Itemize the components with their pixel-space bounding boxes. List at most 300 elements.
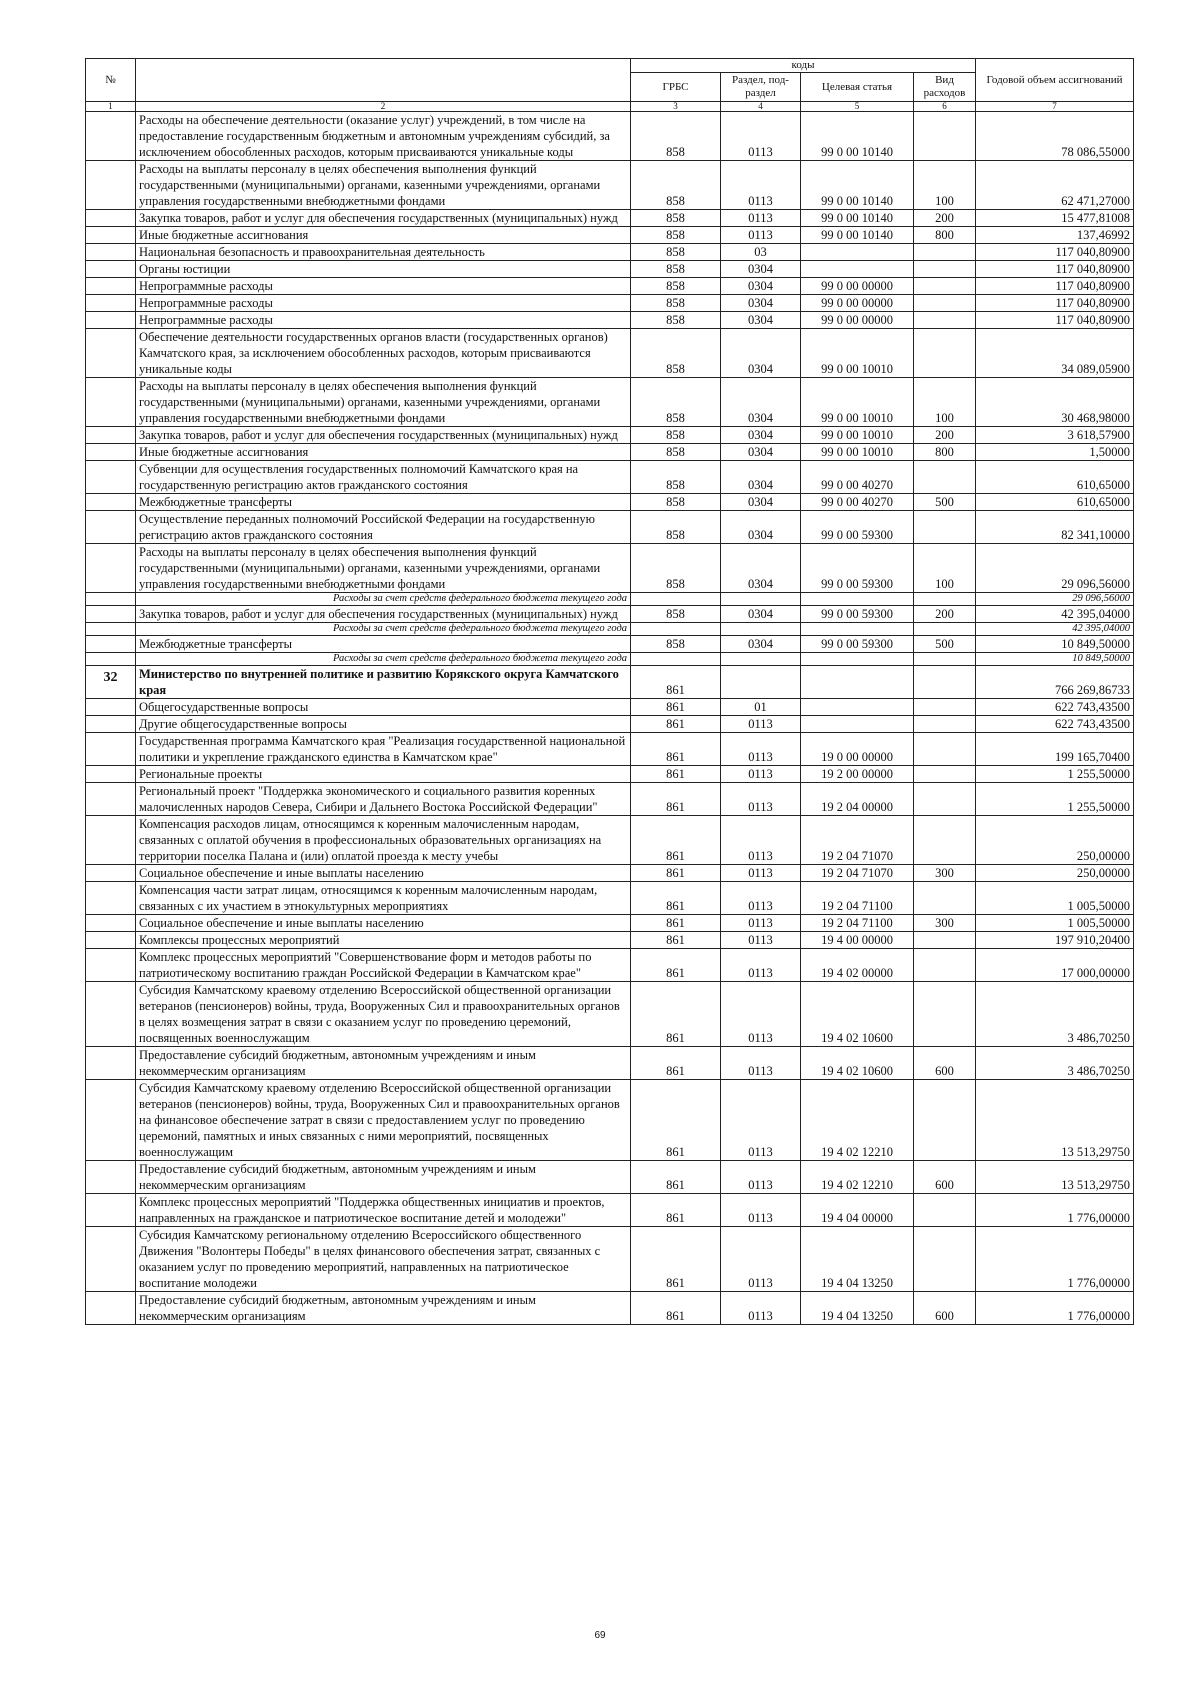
row-expense-type: 200	[914, 427, 976, 444]
header-name	[136, 59, 631, 102]
row-name: Компенсация расходов лицам, относящимся к коренным малочисленным народам, связанных с оплатой обучения в профессиональных образовательных организациях на территории поселка Палана и (или) оплатой проезда к месту учебы	[136, 816, 631, 865]
row-target-article: 19 2 04 71100	[801, 882, 914, 915]
row-number	[86, 227, 136, 244]
row-target-article: 19 4 02 12210	[801, 1080, 914, 1161]
row-razdel: 0113	[721, 733, 801, 766]
row-grbs: 861	[631, 865, 721, 882]
row-target-article: 99 0 00 00000	[801, 312, 914, 329]
header-number: №	[86, 59, 136, 102]
row-number	[86, 882, 136, 915]
row-razdel: 0304	[721, 312, 801, 329]
row-grbs: 858	[631, 461, 721, 494]
row-target-article: 99 0 00 40270	[801, 461, 914, 494]
table-row	[86, 461, 1134, 494]
row-grbs: 861	[631, 1292, 721, 1325]
row-razdel: 0113	[721, 1194, 801, 1227]
row-number	[86, 636, 136, 653]
row-target-article: 19 4 04 13250	[801, 1292, 914, 1325]
row-amount: 250,00000	[976, 865, 1134, 882]
row-target-article: 19 4 02 10600	[801, 1047, 914, 1080]
row-name: Социальное обеспечение и иные выплаты населению	[136, 915, 631, 932]
row-razdel: 0113	[721, 766, 801, 783]
row-amount: 117 040,80900	[976, 278, 1134, 295]
row-razdel: 0113	[721, 882, 801, 915]
row-number	[86, 865, 136, 882]
table-row	[86, 949, 1134, 982]
row-grbs: 858	[631, 636, 721, 653]
row-amount: 610,65000	[976, 494, 1134, 511]
row-amount: 610,65000	[976, 461, 1134, 494]
row-name: Обеспечение деятельности государственных органов власти (государственных органов) Камчатского края, за исключением обособленных расходов, которым присваиваются уникальные коды	[136, 329, 631, 378]
table-row	[86, 544, 1134, 593]
row-number	[86, 653, 136, 666]
row-razdel: 0113	[721, 1080, 801, 1161]
row-razdel: 0304	[721, 444, 801, 461]
table-row	[86, 161, 1134, 210]
row-amount: 766 269,86733	[976, 666, 1134, 699]
table-row	[86, 716, 1134, 733]
row-razdel	[721, 623, 801, 636]
row-expense-type	[914, 733, 976, 766]
row-grbs: 861	[631, 932, 721, 949]
table-row	[86, 915, 1134, 932]
table-row	[86, 816, 1134, 865]
row-target-article: 19 2 00 00000	[801, 766, 914, 783]
row-expense-type	[914, 653, 976, 666]
row-target-article: 99 0 00 10010	[801, 444, 914, 461]
table-body	[86, 112, 1134, 1325]
row-grbs: 861	[631, 982, 721, 1047]
row-grbs: 858	[631, 210, 721, 227]
header-amount: Годовой объем ассигнований	[976, 59, 1134, 102]
row-target-article: 19 4 02 12210	[801, 1161, 914, 1194]
budget-table-sheet	[85, 58, 1133, 1325]
row-grbs	[631, 593, 721, 606]
table-row	[86, 1161, 1134, 1194]
row-name: Непрограммные расходы	[136, 278, 631, 295]
row-name: Предоставление субсидий бюджетным, автономным учреждениям и иным некоммерческим организациям	[136, 1161, 631, 1194]
row-razdel: 0113	[721, 783, 801, 816]
row-target-article: 99 0 00 00000	[801, 278, 914, 295]
table-row	[86, 329, 1134, 378]
row-expense-type	[914, 816, 976, 865]
row-target-article: 19 0 00 00000	[801, 733, 914, 766]
row-target-article	[801, 653, 914, 666]
row-amount: 42 395,04000	[976, 606, 1134, 623]
row-number	[86, 261, 136, 278]
header-codes: коды	[631, 59, 976, 73]
federal-funds-row	[86, 593, 1134, 606]
row-amount: 62 471,27000	[976, 161, 1134, 210]
row-target-article	[801, 716, 914, 733]
row-expense-type	[914, 1194, 976, 1227]
table-row	[86, 427, 1134, 444]
row-number	[86, 544, 136, 593]
row-grbs: 861	[631, 882, 721, 915]
row-target-article: 19 2 04 71100	[801, 915, 914, 932]
row-name: Расходы на выплаты персоналу в целях обеспечения выполнения функций государственными (муниципальными) органами, казенными учреждениями, органами управления государственными внебюджетными фондами	[136, 161, 631, 210]
row-number	[86, 623, 136, 636]
row-grbs: 858	[631, 606, 721, 623]
row-amount: 30 468,98000	[976, 378, 1134, 427]
row-target-article: 99 0 00 40270	[801, 494, 914, 511]
row-expense-type	[914, 949, 976, 982]
row-expense-type	[914, 329, 976, 378]
row-razdel: 0113	[721, 716, 801, 733]
row-razdel: 0113	[721, 982, 801, 1047]
row-razdel: 0113	[721, 210, 801, 227]
row-number	[86, 766, 136, 783]
row-number	[86, 210, 136, 227]
row-grbs: 861	[631, 915, 721, 932]
row-grbs: 858	[631, 261, 721, 278]
row-target-article: 99 0 00 59300	[801, 544, 914, 593]
row-razdel: 0304	[721, 278, 801, 295]
row-expense-type	[914, 244, 976, 261]
row-amount: 117 040,80900	[976, 295, 1134, 312]
row-number	[86, 312, 136, 329]
row-expense-type	[914, 623, 976, 636]
row-razdel: 03	[721, 244, 801, 261]
row-grbs: 861	[631, 949, 721, 982]
row-name: Закупка товаров, работ и услуг для обеспечения государственных (муниципальных) нужд	[136, 606, 631, 623]
federal-funds-row	[86, 623, 1134, 636]
row-number: 32	[86, 666, 136, 699]
row-target-article: 19 4 04 13250	[801, 1227, 914, 1292]
table-row	[86, 1080, 1134, 1161]
row-razdel	[721, 593, 801, 606]
row-razdel: 0113	[721, 227, 801, 244]
row-number	[86, 444, 136, 461]
row-amount: 3 618,57900	[976, 427, 1134, 444]
table-row	[86, 494, 1134, 511]
header-grbs: ГРБС	[631, 73, 721, 102]
row-amount: 34 089,05900	[976, 329, 1134, 378]
row-amount: 1 776,00000	[976, 1292, 1134, 1325]
header-expense-type: Вид расходов	[914, 73, 976, 102]
row-number	[86, 1194, 136, 1227]
row-number	[86, 112, 136, 161]
row-razdel: 0113	[721, 816, 801, 865]
row-expense-type	[914, 699, 976, 716]
row-grbs: 858	[631, 295, 721, 312]
row-name: Компенсация части затрат лицам, относящимся к коренным малочисленным народам, связанных с их участием в этнокультурных мероприятиях	[136, 882, 631, 915]
row-grbs: 861	[631, 666, 721, 699]
table-row	[86, 1227, 1134, 1292]
row-grbs: 861	[631, 716, 721, 733]
row-razdel: 0113	[721, 1292, 801, 1325]
row-target-article: 99 0 00 10010	[801, 329, 914, 378]
row-razdel: 0304	[721, 261, 801, 278]
row-name: Министерство по внутренней политике и развитию Корякского округа Камчатского края	[136, 666, 631, 699]
row-amount: 1 776,00000	[976, 1194, 1134, 1227]
row-razdel: 0304	[721, 511, 801, 544]
table-row	[86, 733, 1134, 766]
row-amount: 622 743,43500	[976, 699, 1134, 716]
row-target-article	[801, 261, 914, 278]
row-name: Общегосударственные вопросы	[136, 699, 631, 716]
row-number	[86, 699, 136, 716]
row-razdel: 0113	[721, 949, 801, 982]
row-name: Расходы на выплаты персоналу в целях обеспечения выполнения функций государственными (муниципальными) органами, казенными учреждениями, органами управления государственными внебюджетными фондами	[136, 544, 631, 593]
row-number	[86, 932, 136, 949]
row-target-article	[801, 699, 914, 716]
row-razdel: 01	[721, 699, 801, 716]
row-target-article: 99 0 00 10140	[801, 210, 914, 227]
row-number	[86, 949, 136, 982]
row-number	[86, 511, 136, 544]
row-target-article: 99 0 00 10140	[801, 227, 914, 244]
row-expense-type	[914, 278, 976, 295]
colnum: 1	[86, 102, 136, 112]
header-razdel: Раздел, под-раздел	[721, 73, 801, 102]
budget-allocation-table	[85, 58, 1134, 1325]
row-amount: 1 776,00000	[976, 1227, 1134, 1292]
row-grbs: 858	[631, 444, 721, 461]
table-row	[86, 227, 1134, 244]
row-razdel: 0304	[721, 378, 801, 427]
row-expense-type	[914, 295, 976, 312]
row-name: Комплекс процессных мероприятий "Совершенствование форм и методов работы по патриотическому воспитанию граждан Российской Федерации в Камчатском крае"	[136, 949, 631, 982]
table-row	[86, 865, 1134, 882]
row-name: Комплекс процессных мероприятий "Поддержка общественных инициатив и проектов, направленных на гражданское и патриотическое воспитание детей и молодежи"	[136, 1194, 631, 1227]
row-expense-type	[914, 783, 976, 816]
row-expense-type	[914, 666, 976, 699]
row-number	[86, 1080, 136, 1161]
row-amount: 117 040,80900	[976, 244, 1134, 261]
row-name: Государственная программа Камчатского края "Реализация государственной национальной политики и укрепление гражданского единства в Камчатском крае"	[136, 733, 631, 766]
row-amount: 3 486,70250	[976, 1047, 1134, 1080]
colnum: 2	[136, 102, 631, 112]
row-amount: 1 255,50000	[976, 783, 1134, 816]
row-name: Субсидия Камчатскому региональному отделению Всероссийского общественного Движения "Волонтеры Победы" в целях финансового обеспечения затрат, связанных с оказанием услуг по проведению мероприятий, направленных на патриотическое воспитание молодежи	[136, 1227, 631, 1292]
row-razdel: 0304	[721, 606, 801, 623]
row-razdel: 0113	[721, 1161, 801, 1194]
row-number	[86, 427, 136, 444]
table-row	[86, 312, 1134, 329]
row-number	[86, 244, 136, 261]
row-grbs: 861	[631, 1047, 721, 1080]
row-target-article	[801, 593, 914, 606]
table-row	[86, 699, 1134, 716]
row-number	[86, 1047, 136, 1080]
row-name: Расходы на выплаты персоналу в целях обеспечения выполнения функций государственными (муниципальными) органами, казенными учреждениями, органами управления государственными внебюджетными фондами	[136, 378, 631, 427]
page-number: 69	[594, 1630, 606, 1641]
row-target-article: 19 4 00 00000	[801, 932, 914, 949]
row-grbs: 858	[631, 427, 721, 444]
row-razdel	[721, 653, 801, 666]
table-row	[86, 982, 1134, 1047]
row-amount: 13 513,29750	[976, 1161, 1134, 1194]
row-grbs: 861	[631, 816, 721, 865]
colnum: 3	[631, 102, 721, 112]
row-target-article: 19 4 02 10600	[801, 982, 914, 1047]
row-grbs: 861	[631, 733, 721, 766]
row-expense-type	[914, 261, 976, 278]
table-row	[86, 295, 1134, 312]
row-expense-type: 200	[914, 606, 976, 623]
row-amount: 13 513,29750	[976, 1080, 1134, 1161]
row-target-article: 19 4 04 00000	[801, 1194, 914, 1227]
row-amount: 117 040,80900	[976, 312, 1134, 329]
table-row	[86, 1194, 1134, 1227]
row-number	[86, 915, 136, 932]
row-number	[86, 295, 136, 312]
row-amount: 1 255,50000	[976, 766, 1134, 783]
row-target-article: 99 0 00 10140	[801, 161, 914, 210]
row-grbs: 858	[631, 544, 721, 593]
row-grbs: 858	[631, 312, 721, 329]
row-number	[86, 494, 136, 511]
row-expense-type: 200	[914, 210, 976, 227]
row-expense-type	[914, 932, 976, 949]
row-name: Иные бюджетные ассигнования	[136, 444, 631, 461]
row-number	[86, 816, 136, 865]
row-target-article: 99 0 00 10010	[801, 427, 914, 444]
row-expense-type: 500	[914, 636, 976, 653]
row-target-article	[801, 666, 914, 699]
row-name: Закупка товаров, работ и услуг для обеспечения государственных (муниципальных) нужд	[136, 427, 631, 444]
row-razdel: 0304	[721, 295, 801, 312]
row-amount: 1,50000	[976, 444, 1134, 461]
row-expense-type: 100	[914, 544, 976, 593]
row-target-article: 99 0 00 10010	[801, 378, 914, 427]
row-grbs	[631, 623, 721, 636]
table-row	[86, 511, 1134, 544]
row-number	[86, 1227, 136, 1292]
row-expense-type: 800	[914, 227, 976, 244]
table-row	[86, 666, 1134, 699]
row-razdel: 0113	[721, 932, 801, 949]
colnum: 5	[801, 102, 914, 112]
table-row	[86, 210, 1134, 227]
row-grbs: 858	[631, 227, 721, 244]
row-grbs: 861	[631, 699, 721, 716]
row-grbs: 861	[631, 1227, 721, 1292]
row-target-article	[801, 244, 914, 261]
row-amount: 17 000,00000	[976, 949, 1134, 982]
row-amount: 199 165,70400	[976, 733, 1134, 766]
row-expense-type	[914, 1080, 976, 1161]
row-number	[86, 161, 136, 210]
row-name: Субсидия Камчатскому краевому отделению Всероссийской общественной организации ветеранов (пенсионеров) войны, труда, Вооруженных Сил и правоохранительных органов в целях возмещения затрат в связи с оказанием услуг по проведению церемоний, посвященных военнослужащим	[136, 982, 631, 1047]
row-target-article: 99 0 00 59300	[801, 606, 914, 623]
row-expense-type: 300	[914, 915, 976, 932]
row-target-article: 99 0 00 10140	[801, 112, 914, 161]
row-expense-type: 500	[914, 494, 976, 511]
row-number	[86, 461, 136, 494]
row-target-article: 19 2 04 71070	[801, 816, 914, 865]
row-expense-type	[914, 982, 976, 1047]
table-row	[86, 766, 1134, 783]
row-name: Национальная безопасность и правоохранительная деятельность	[136, 244, 631, 261]
row-target-article: 19 2 04 00000	[801, 783, 914, 816]
row-grbs: 858	[631, 244, 721, 261]
row-target-article: 99 0 00 59300	[801, 511, 914, 544]
row-number	[86, 733, 136, 766]
row-name: Расходы за счет средств федерального бюджета текущего года	[136, 623, 631, 636]
row-name: Расходы за счет средств федерального бюджета текущего года	[136, 593, 631, 606]
federal-funds-row	[86, 653, 1134, 666]
row-amount: 29 096,56000	[976, 544, 1134, 593]
table-row	[86, 783, 1134, 816]
header-target-article: Целевая статья	[801, 73, 914, 102]
row-expense-type	[914, 593, 976, 606]
row-name: Органы юстиции	[136, 261, 631, 278]
row-amount: 1 005,50000	[976, 915, 1134, 932]
row-grbs: 861	[631, 766, 721, 783]
row-target-article: 99 0 00 00000	[801, 295, 914, 312]
row-expense-type: 600	[914, 1047, 976, 1080]
row-name: Межбюджетные трансферты	[136, 494, 631, 511]
row-amount: 82 341,10000	[976, 511, 1134, 544]
table-row	[86, 882, 1134, 915]
row-number	[86, 378, 136, 427]
row-razdel: 0304	[721, 494, 801, 511]
row-name: Региональные проекты	[136, 766, 631, 783]
row-amount: 42 395,04000	[976, 623, 1134, 636]
row-grbs: 861	[631, 1161, 721, 1194]
row-number	[86, 1161, 136, 1194]
row-expense-type	[914, 1227, 976, 1292]
colnum: 7	[976, 102, 1134, 112]
row-amount: 197 910,20400	[976, 932, 1134, 949]
row-grbs: 861	[631, 1080, 721, 1161]
table-row	[86, 112, 1134, 161]
row-razdel: 0304	[721, 636, 801, 653]
row-grbs: 858	[631, 161, 721, 210]
row-name: Предоставление субсидий бюджетным, автономным учреждениям и иным некоммерческим организациям	[136, 1292, 631, 1325]
row-amount: 29 096,56000	[976, 593, 1134, 606]
row-name: Социальное обеспечение и иные выплаты населению	[136, 865, 631, 882]
row-expense-type	[914, 766, 976, 783]
row-amount: 117 040,80900	[976, 261, 1134, 278]
table-row	[86, 1292, 1134, 1325]
row-name: Закупка товаров, работ и услуг для обеспечения государственных (муниципальных) нужд	[136, 210, 631, 227]
table-row	[86, 278, 1134, 295]
row-razdel: 0113	[721, 1047, 801, 1080]
row-name: Расходы на обеспечение деятельности (оказание услуг) учреждений, в том числе на предоставление государственным бюджетным и автономным учреждениям субсидий, за исключением обособленных расходов, которым присваиваются уникальные коды	[136, 112, 631, 161]
row-number	[86, 329, 136, 378]
row-target-article: 19 2 04 71070	[801, 865, 914, 882]
row-grbs: 858	[631, 511, 721, 544]
row-grbs: 858	[631, 494, 721, 511]
row-target-article	[801, 623, 914, 636]
row-number	[86, 606, 136, 623]
row-name: Иные бюджетные ассигнования	[136, 227, 631, 244]
row-razdel: 0113	[721, 915, 801, 932]
row-name: Расходы за счет средств федерального бюджета текущего года	[136, 653, 631, 666]
row-expense-type	[914, 312, 976, 329]
table-row	[86, 636, 1134, 653]
row-number	[86, 278, 136, 295]
row-amount: 622 743,43500	[976, 716, 1134, 733]
row-expense-type: 100	[914, 161, 976, 210]
row-amount: 10 849,50000	[976, 653, 1134, 666]
row-razdel: 0113	[721, 865, 801, 882]
row-target-article: 19 4 02 00000	[801, 949, 914, 982]
colnum: 4	[721, 102, 801, 112]
row-expense-type: 600	[914, 1161, 976, 1194]
row-name: Субсидия Камчатскому краевому отделению Всероссийской общественной организации ветеранов (пенсионеров) войны, труда, Вооруженных Сил и правоохранительных органов на финансовое обеспечение затрат в связи с предоставлением услуг по проведению церемоний, памятных и иных связанных с ними мероприятий, посвященных военнослужащим	[136, 1080, 631, 1161]
row-name: Другие общегосударственные вопросы	[136, 716, 631, 733]
row-expense-type	[914, 511, 976, 544]
row-target-article: 99 0 00 59300	[801, 636, 914, 653]
row-name: Субвенции для осуществления государственных полномочий Камчатского края на государственную регистрацию актов гражданского состояния	[136, 461, 631, 494]
row-name: Предоставление субсидий бюджетным, автономным учреждениям и иным некоммерческим организациям	[136, 1047, 631, 1080]
row-razdel	[721, 666, 801, 699]
table-row	[86, 932, 1134, 949]
